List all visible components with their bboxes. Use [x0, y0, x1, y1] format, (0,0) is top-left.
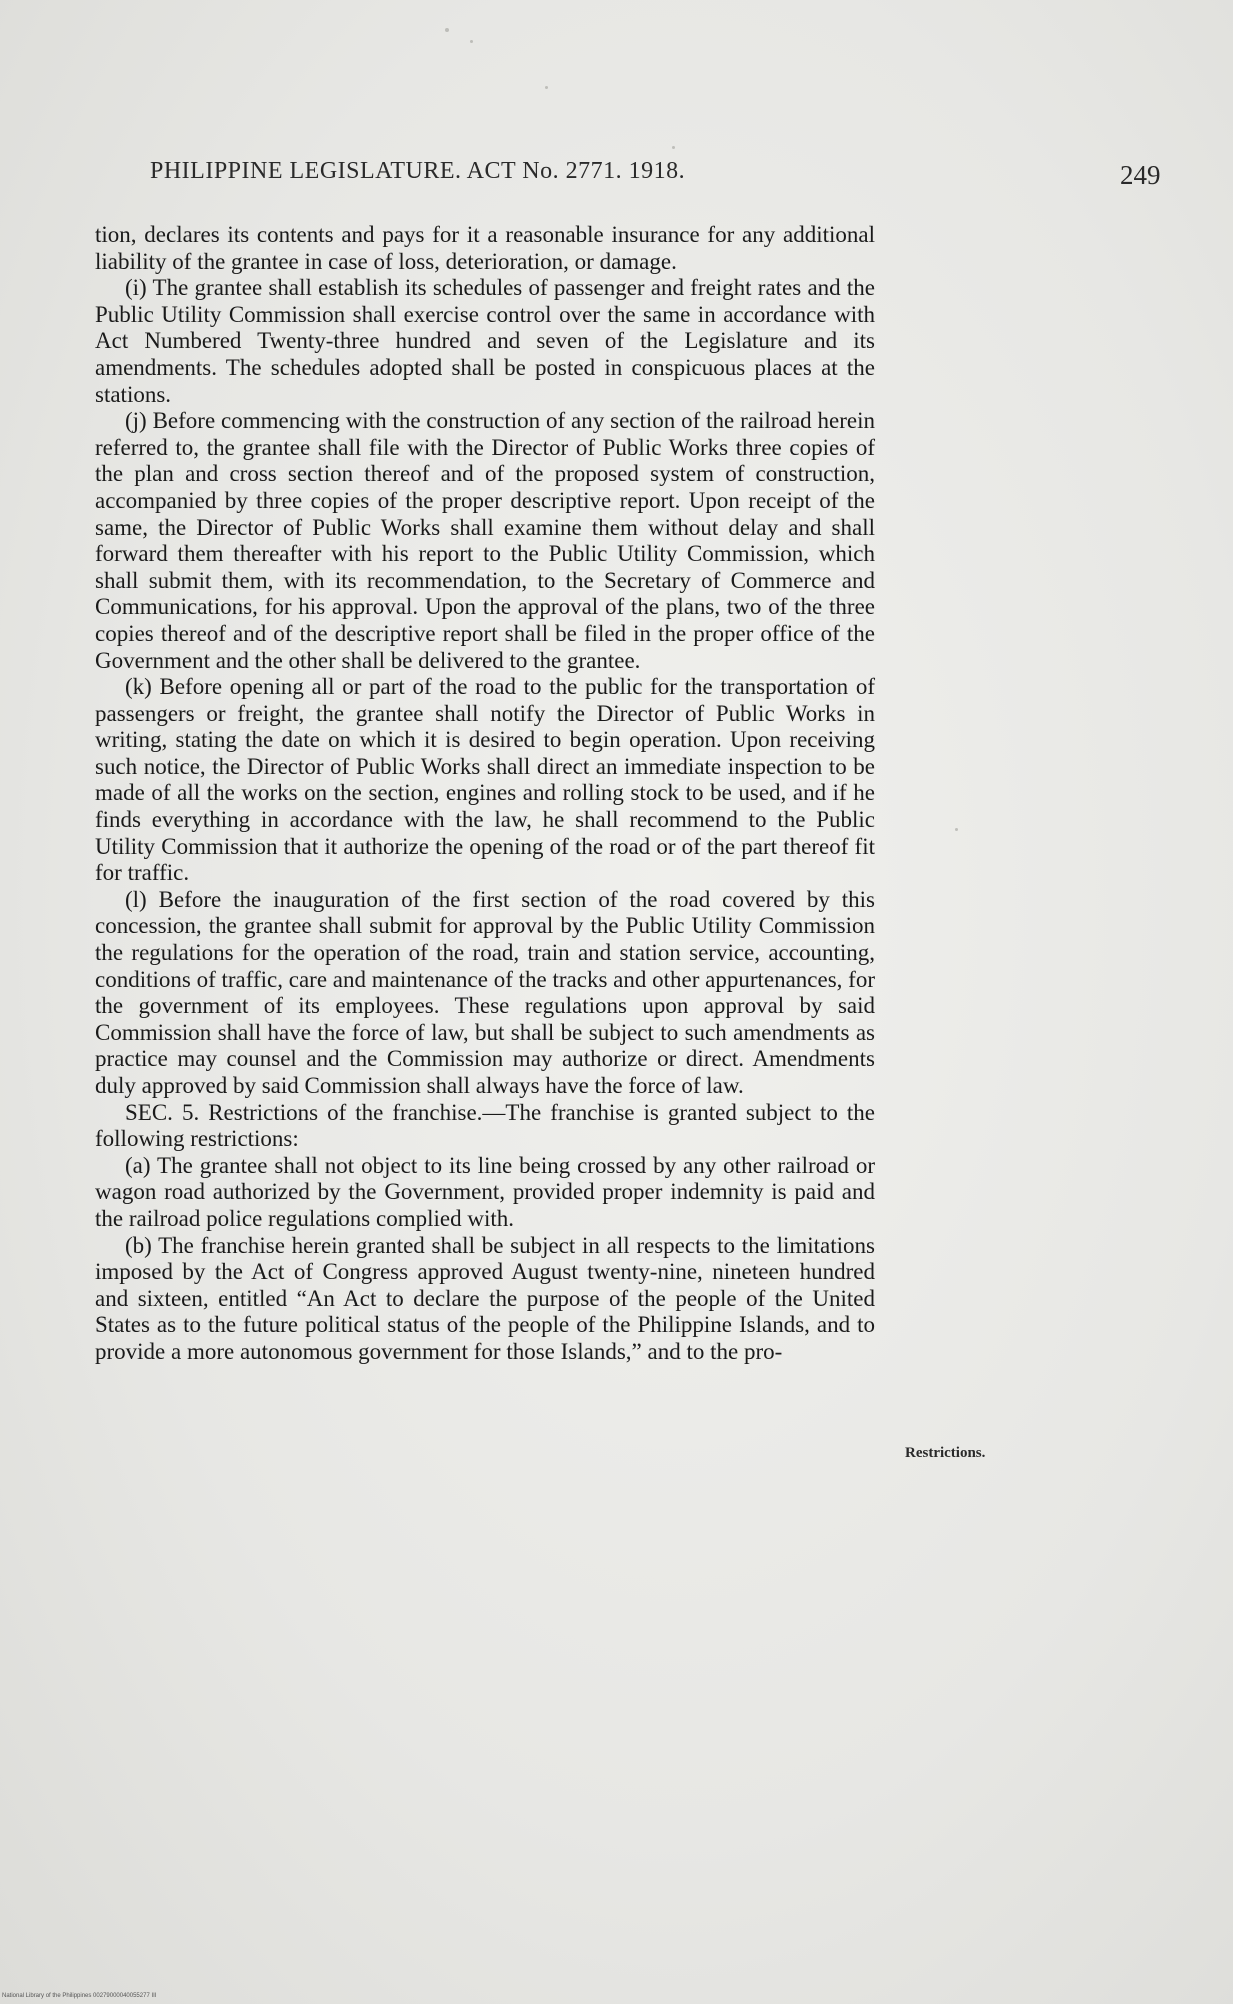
section-5-heading: SEC. 5. Restrictions of the franchise.—The franchise is granted subject to the following restrictions: — [95, 1099, 875, 1152]
running-header: PHILIPPINE LEGISLATURE. ACT No. 2771. 1918. — [150, 158, 686, 184]
paragraph-j: (j) Before commencing with the construction of any section of the railroad herein referred to, the grantee shall file with the Director of Public Works three copies of the plan and cross section thereof and of the proposed system of construction, accompanied by three copies of the proper descriptive report. Upon receipt of the same, the Director of Public Works shall examine them without delay and shall forward them thereafter with his report to the Public Utility Commission, which shall submit them, with its recommendation, to the Secretary of Commerce and Communications, for his approval. Upon the approval of the plans, two of the three copies thereof and of the descriptive report shall be filed in the proper office of the Government and the other shall be delivered to the grantee. — [95, 408, 875, 673]
paragraph-l: (l) Before the inauguration of the first section of the road covered by this concession, the grantee shall submit for approval by the Public Utility Commission the regulations for the operation of the road, train and station service, accounting, conditions of traffic, care and maintenance of the tracks and other appurtenances, for the government of its employees. These regulations upon approval by said Commission shall have the force of law, but shall be subject to such amendments as practice may counsel and the Commission may authorize or direct. Amendments duly approved by said Commission shall always have the force of law. — [95, 886, 875, 1098]
scan-speck — [545, 86, 548, 89]
page-number: 249 — [1120, 160, 1161, 190]
body-text — [95, 222, 875, 1366]
scan-speck — [445, 28, 449, 32]
scan-speck — [470, 40, 473, 43]
footer-watermark: National Library of the Philippines 00279000040055277 III — [2, 1993, 157, 1999]
paragraph-i: (i) The grantee shall establish its schedules of passenger and freight rates and the Public Utility Commission shall exercise control over the same in accordance with Act Numbered Twenty-three hundred and seven of the Legislature and its amendments. The schedules adopted shall be posted in conspicuous places at the stations. — [95, 275, 875, 407]
scan-speck — [672, 146, 675, 149]
paragraph-continuation: tion, declares its contents and pays for it a reasonable insurance for any additional liability of the grantee in case of loss, deterioration, or damage. — [95, 222, 875, 274]
scan-speck — [955, 828, 958, 831]
paragraph-b: (b) The franchise herein granted shall be subject in all respects to the limitations imposed by the Act of Congress approved August twenty-nine, nineteen hundred and sixteen, entitled “An Act to declare the purpose of the people of the United States as to the future political status of the people of the Philippine Islands, and to provide a more autonomous government for those Islands,” and to the pro- — [95, 1232, 875, 1364]
paragraph-a: (a) The grantee shall not object to its line being crossed by any other railroad or wagon road authorized by the Government, provided proper indemnity is paid and the railroad police regulations complied with. — [95, 1152, 875, 1231]
margin-note-restrictions: Restrictions. — [905, 1445, 986, 1461]
paragraph-k: (k) Before opening all or part of the road to the public for the transportation of passengers or freight, the grantee shall notify the Director of Public Works in writing, stating the date on which it is desired to begin operation. Upon receiving such notice, the Director of Public Works shall direct an immediate inspection to be made of all the works on the section, engines and rolling stock to be used, and if he finds everything in accordance with the law, he shall recommend to the Public Utility Commission that it authorize the opening of the road or of the part thereof fit for traffic. — [95, 674, 875, 886]
